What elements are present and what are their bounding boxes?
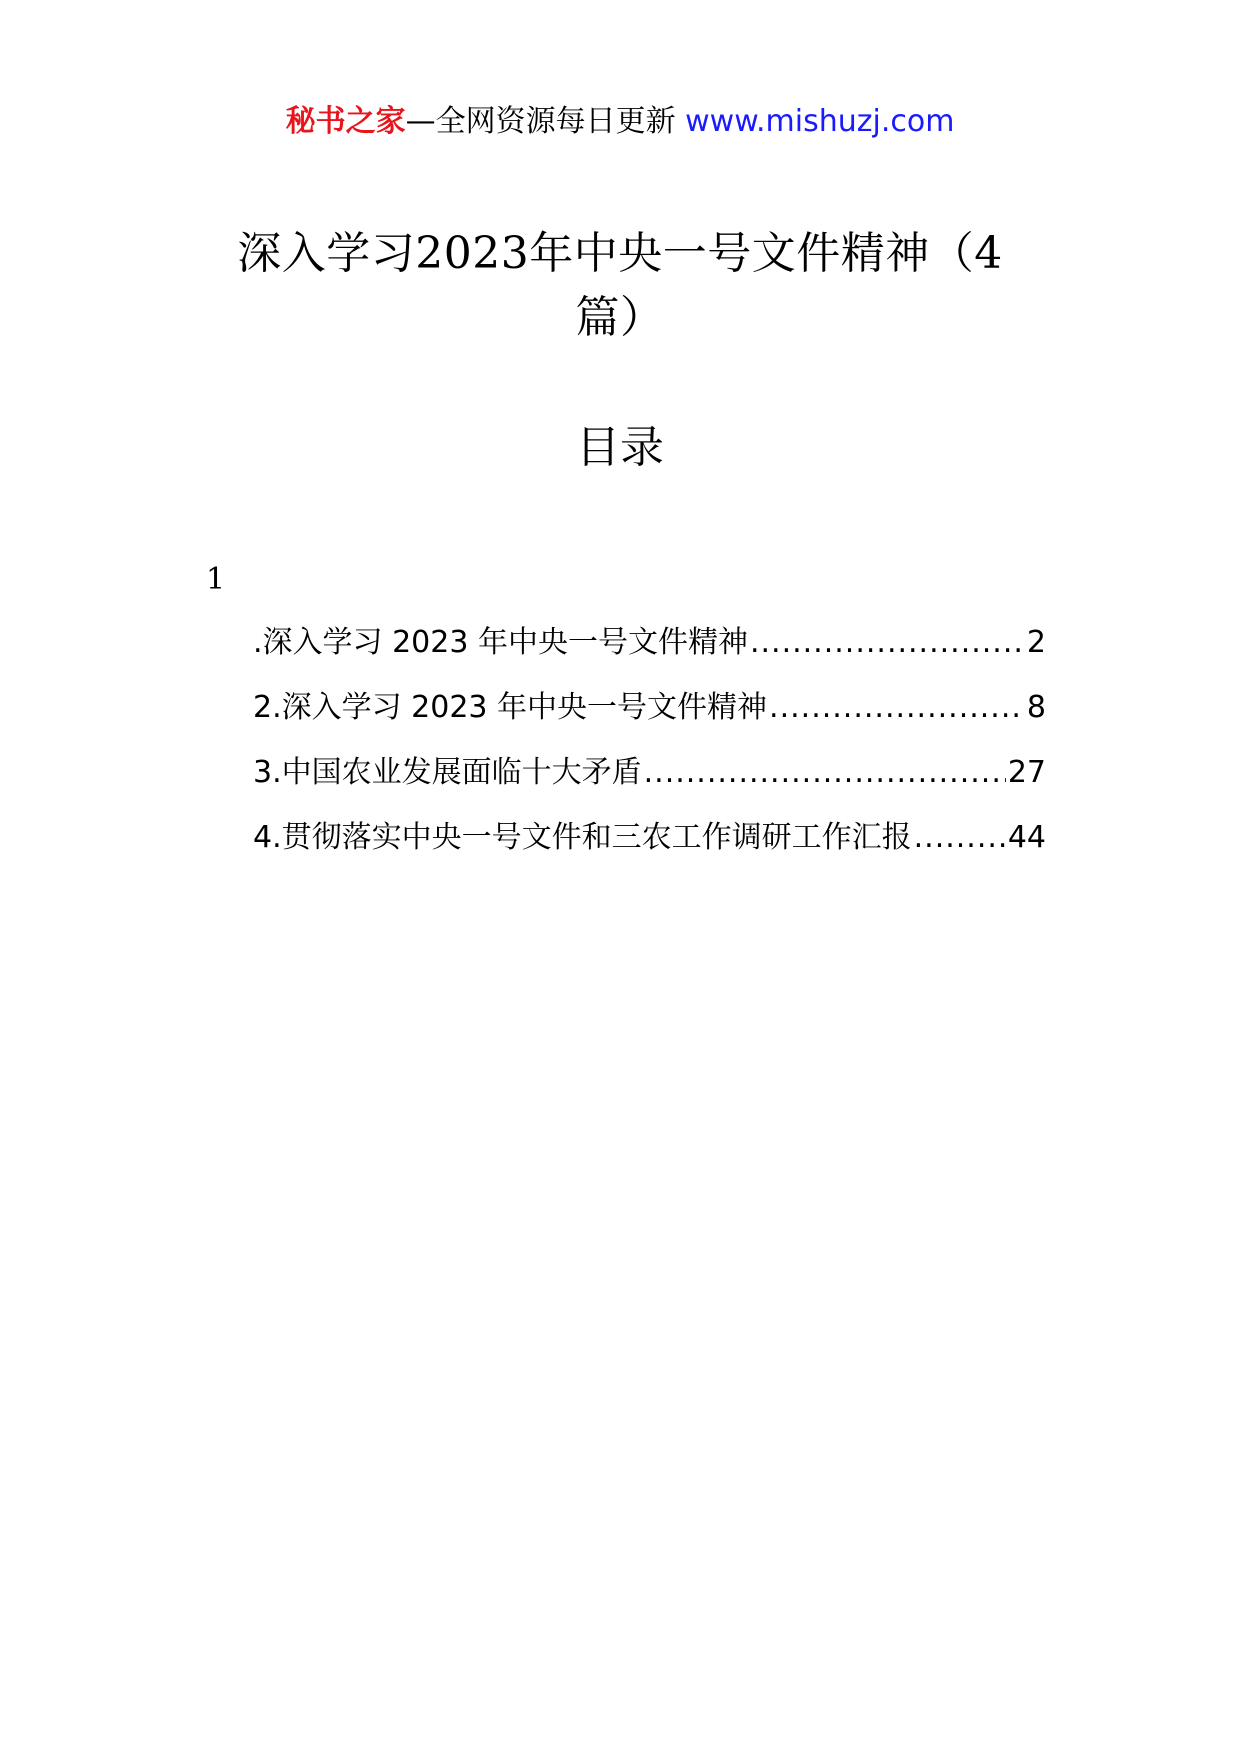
toc-entry-4[interactable] <box>253 815 1046 880</box>
site-header <box>0 100 1240 144</box>
toc-entry-page: 44 <box>1007 820 1046 855</box>
document-title-line-1: 深入学习2023年中央一号文件精神（4 <box>237 228 1003 279</box>
toc-number: 1 <box>206 562 226 597</box>
toc-dot-leader <box>644 750 1006 796</box>
document-title <box>215 222 1025 350</box>
header-slogan: —全网资源每日更新 <box>405 104 676 139</box>
toc-entry-2[interactable] <box>253 685 1046 750</box>
toc-dot-leader <box>769 685 1025 731</box>
brand-name: 秘书之家 <box>285 104 406 139</box>
document-title-line-2: 篇） <box>575 292 665 343</box>
toc-entry-text: 4.贯彻落实中央一号文件和三农工作调研工作汇报 <box>253 820 912 855</box>
toc-dot-leader <box>914 815 1006 861</box>
site-link[interactable]: www.mishuzj.com <box>685 104 955 139</box>
toc-entry-page: 27 <box>1007 755 1046 790</box>
toc-entry-page: 8 <box>1026 690 1046 725</box>
toc-entry-1[interactable] <box>253 620 1046 685</box>
toc-entry-3[interactable] <box>253 750 1046 815</box>
table-of-contents <box>253 620 1046 880</box>
toc-dot-leader <box>750 620 1025 666</box>
toc-entry-text: 3.中国农业发展面临十大矛盾 <box>253 755 642 790</box>
toc-entry-text: .深入学习 2023 年中央一号文件精神 <box>253 625 748 660</box>
toc-heading: 目录 <box>576 422 664 473</box>
toc-entry-page: 2 <box>1026 625 1046 660</box>
toc-entry-text: 2.深入学习 2023 年中央一号文件精神 <box>253 690 768 725</box>
